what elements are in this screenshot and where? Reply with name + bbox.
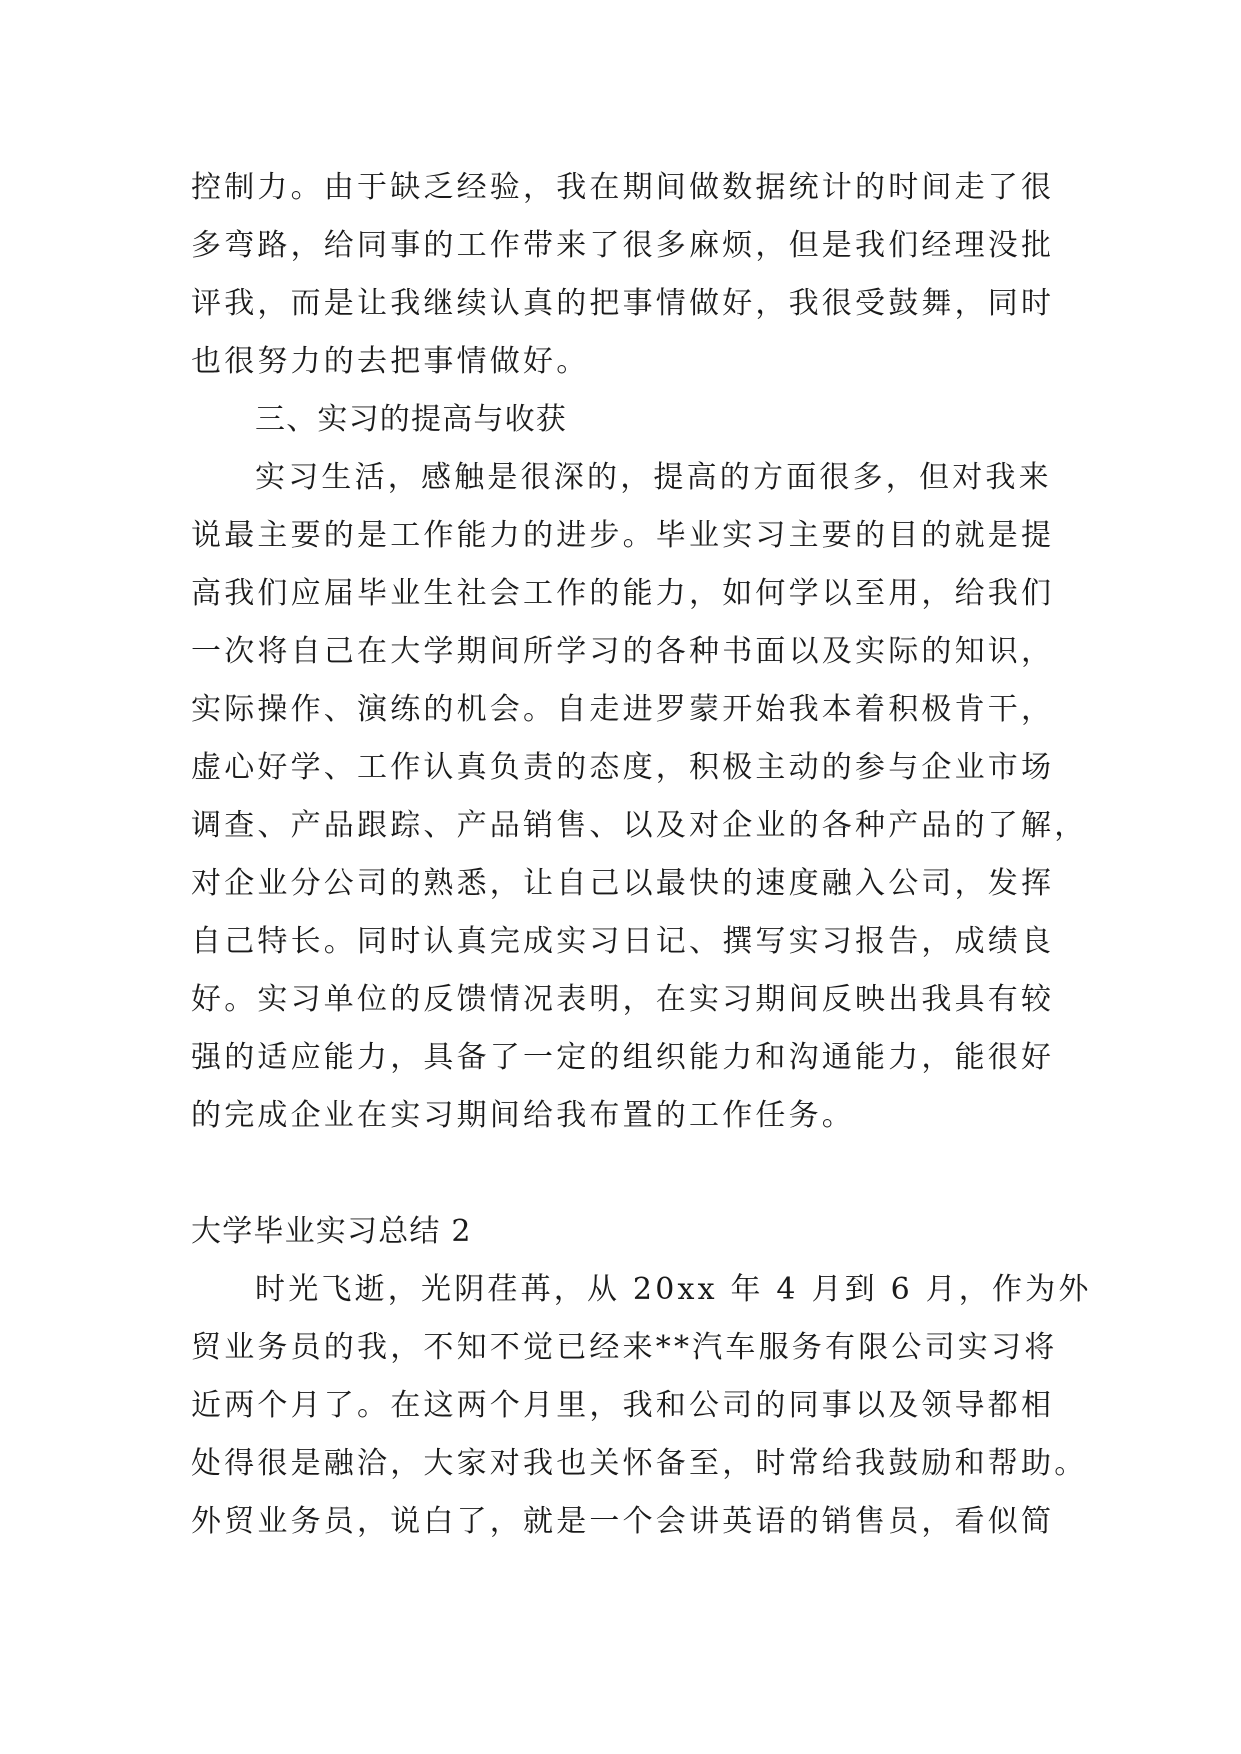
text-line: 外贸业务员，说白了，就是一个会讲英语的销售员，看似简 xyxy=(191,1504,1055,1539)
text-line: 虚心好学、工作认真负责的态度，积极主动的参与企业市场 xyxy=(191,750,1055,785)
text-line: 贸业务员的我，不知不觉已经来**汽车服务有限公司实习将 xyxy=(191,1330,1058,1365)
text-line: 实习生活，感触是很深的，提高的方面很多，但对我来 xyxy=(255,460,1052,495)
text-line: 时光飞逝，光阴荏苒，从 20xx 年 4 月到 6 月，作为外 xyxy=(255,1272,1092,1307)
text-line: 强的适应能力，具备了一定的组织能力和沟通能力，能很好 xyxy=(191,1040,1055,1075)
text-line: 也很努力的去把事情做好。 xyxy=(191,344,590,379)
text-line: 调查、产品跟踪、产品销售、以及对企业的各种产品的了解， xyxy=(191,808,1088,843)
text-line: 好。实习单位的反馈情况表明，在实习期间反映出我具有较 xyxy=(191,982,1055,1017)
text-line: 处得很是融洽，大家对我也关怀备至，时常给我鼓励和帮助。 xyxy=(191,1446,1088,1481)
text-line: 自己特长。同时认真完成实习日记、撰写实习报告，成绩良 xyxy=(191,924,1055,959)
article-title: 大学毕业实习总结 2 xyxy=(191,1214,472,1249)
text-line: 控制力。由于缺乏经验，我在期间做数据统计的时间走了很 xyxy=(191,170,1055,205)
text-line: 实际操作、演练的机会。自走进罗蒙开始我本着积极肯干， xyxy=(191,692,1055,727)
text-line: 的完成企业在实习期间给我布置的工作任务。 xyxy=(191,1098,855,1133)
section-heading: 三、实习的提高与收获 xyxy=(255,402,567,437)
text-line: 评我，而是让我继续认真的把事情做好，我很受鼓舞，同时 xyxy=(191,286,1055,321)
text-line: 一次将自己在大学期间所学习的各种书面以及实际的知识， xyxy=(191,634,1055,669)
text-line: 说最主要的是工作能力的进步。毕业实习主要的目的就是提 xyxy=(191,518,1055,553)
text-line: 高我们应届毕业生社会工作的能力，如何学以至用，给我们 xyxy=(191,576,1055,611)
text-line: 近两个月了。在这两个月里，我和公司的同事以及领导都相 xyxy=(191,1388,1055,1423)
text-line: 多弯路，给同事的工作带来了很多麻烦，但是我们经理没批 xyxy=(191,228,1055,263)
text-line: 对企业分公司的熟悉，让自己以最快的速度融入公司，发挥 xyxy=(191,866,1055,901)
